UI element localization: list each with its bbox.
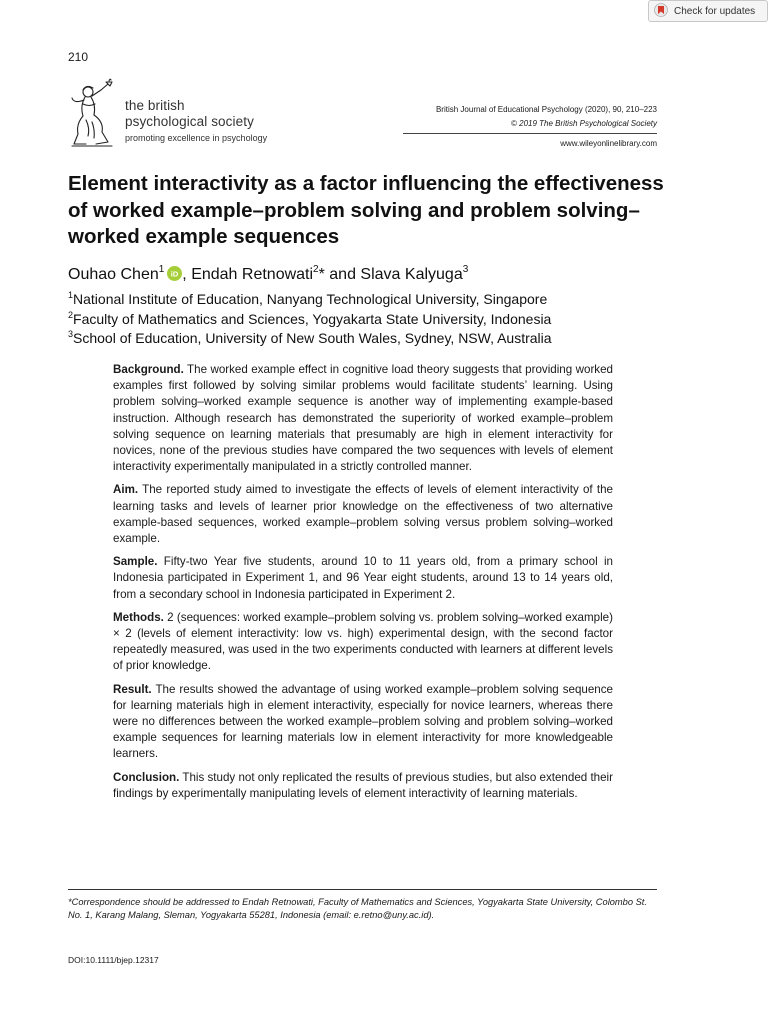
correspondence-footnote: *Correspondence should be addressed to Endah Retnowati, Faculty of Mathematics and Sciences, Yogyakarta State University, Colombo St. No. 1, Karang Malang, Sleman, Yogyakarta 55281, Indonesia (email: e.retno@uny.ac.id). — [68, 897, 647, 920]
abstract-heading: Aim. — [113, 483, 139, 497]
abstract-text: 2 (sequences: worked example–problem solving vs. problem solving–worked example) × 2 (levels of element interactivity: low vs. high) experimental design, with the second factor repeatedly measured, was used in the two experiments conducted with learners at different levels of prior knowledge. — [113, 610, 613, 673]
author-list — [68, 264, 468, 286]
abstract-text: The reported study aimed to investigate the effects of levels of element interactivity of the learning tasks and levels of learner prior knowledge on the effectiveness of two alternative example-based sequences, worked example–problem solving versus problem solving–worked example. — [113, 483, 613, 546]
abstract-heading: Result. — [113, 682, 152, 696]
affiliation-text: National Institute of Education, Nanyang Technological University, Singapore — [73, 291, 548, 307]
abstract-text: The results showed the advantage of using worked example–problem solving sequence for learning materials high in element interactivity, especially for novice learners, whereas there were no differences between the worked example–problem solving and problem solving–worked example sequences for learning materials low in element interactivity for more knowledgeable learners. — [113, 682, 613, 761]
author-affil-number: 2 — [313, 264, 319, 275]
abstract-heading: Conclusion. — [113, 770, 180, 784]
journal-copyright: © 2019 The British Psychological Society — [511, 119, 657, 128]
orcid-icon[interactable] — [167, 266, 182, 286]
affiliation-number: 2 — [68, 310, 74, 320]
author-name: , Endah Retnowati — [182, 266, 314, 283]
footnote-divider — [68, 889, 657, 890]
abstract-heading: Methods. — [113, 610, 164, 624]
abstract — [113, 362, 613, 809]
affiliation-text: School of Education, University of New South Wales, Sydney, NSW, Australia — [73, 330, 552, 346]
author-affil-number: 3 — [462, 264, 469, 275]
abstract-background — [113, 362, 613, 475]
bps-name-line2: psychological society — [125, 114, 254, 129]
page-number: 210 — [68, 50, 89, 64]
abstract-result — [113, 682, 613, 763]
affiliation — [68, 290, 547, 307]
abstract-text: This study not only replicated the results of previous studies, but also extended their findings by experimentally manipulating levels of element interactivity of learning materials. — [113, 770, 613, 800]
article-title: Element interactivity as a factor influencing the effectiveness of worked example–problem solving and problem solving–worked example sequences — [68, 172, 664, 248]
check-for-updates-button[interactable] — [648, 0, 768, 22]
affiliation — [68, 310, 551, 327]
abstract-conclusion — [113, 770, 613, 802]
bps-figure-logo — [68, 78, 120, 150]
abstract-methods — [113, 610, 613, 675]
journal-url[interactable]: www.wileyonlinelibrary.com — [560, 139, 657, 148]
journal-citation: British Journal of Educational Psychology (2020), 90, 210–223 — [435, 105, 657, 114]
crossmark-icon — [654, 3, 668, 20]
doi[interactable]: DOI:10.1111/bjep.12317 — [68, 955, 159, 965]
journal-divider — [403, 133, 657, 134]
affiliation-text: Faculty of Mathematics and Sciences, Yogyakarta State University, Indonesia — [73, 311, 552, 327]
svg-text:iD: iD — [171, 269, 179, 279]
abstract-sample — [113, 554, 613, 603]
abstract-aim — [113, 482, 613, 547]
abstract-text: The worked example effect in cognitive load theory suggests that providing worked examples first followed by solving similar problems would facilitate students’ learning. Using problem solving–worked example sequence is another way of implementing example-based instruction. Although research has demonstrated the superiority of worked example–problem solving sequence on learning materials that presumably are high in element interactivity for novices, none of the previous studies have compared the two sequences with levels of element interactivity experimentally manipulated in a strictly controlled manner. — [113, 363, 613, 474]
abstract-heading: Background. — [113, 363, 184, 376]
author-name: Ouhao Chen — [68, 266, 159, 283]
affiliation — [68, 329, 552, 346]
author-name: * and Slava Kalyuga — [318, 266, 463, 283]
author-affil-number: 1 — [158, 264, 165, 275]
affiliation-number: 1 — [68, 290, 74, 300]
bps-name-line1: the british — [125, 98, 185, 113]
check-for-updates-label: Check for updates — [674, 5, 756, 17]
affiliation-number: 3 — [68, 329, 74, 339]
abstract-heading: Sample. — [113, 555, 158, 569]
bps-tagline: promoting excellence in psychology — [125, 133, 268, 143]
abstract-text: Fifty-two Year five students, around 10 to 11 years old, from a primary school in Indonesia participated in Experiment 1, and 96 Year eight students, around 13 to 14 years old, from a secondary school in Indonesia participated in Experiment 2. — [113, 555, 613, 601]
